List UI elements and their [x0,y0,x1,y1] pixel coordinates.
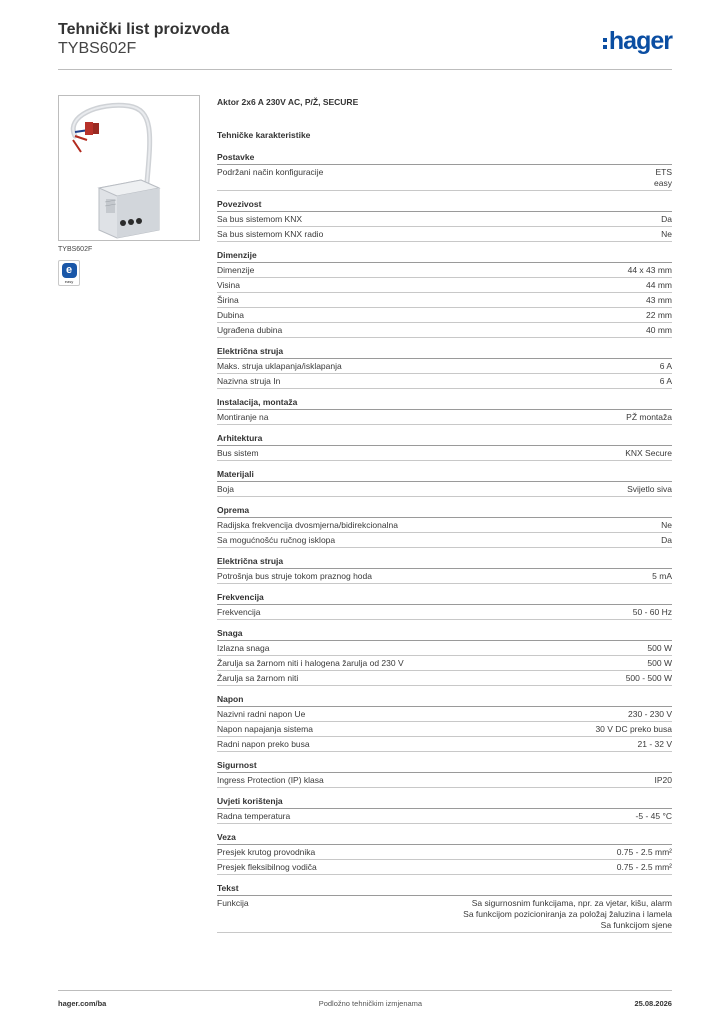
spec-label: Izlazna snaga [217,643,270,653]
spec-value: 30 V DC preko busa [595,724,672,734]
spec-row [217,656,672,671]
spec-value: 6 A [659,376,672,386]
spec-value: PŽ montaža [626,412,672,422]
spec-value: 500 W [647,643,672,653]
spec-row [217,212,672,227]
spec-label: Nazivni radni napon Ue [217,709,306,719]
spec-section [217,796,672,824]
spec-value: Sa sigurnosnim funkcijama, npr. za vjetar, kišu, alarm Sa funkcijom pozicioniranja za položaj žaluzina i lamela Sa funkcijom sjene [463,898,672,930]
spec-value: 50 - 60 Hz [632,607,672,617]
spec-row [217,227,672,242]
spec-section [217,883,672,933]
product-image [58,95,200,241]
spec-value: 43 mm [646,295,672,305]
spec-label: Potrošnja bus struje tokom praznog hoda [217,571,372,581]
spec-label: Podržani način konfiguracije [217,167,324,177]
spec-label: Radijska frekvencija dvosmjerna/bidirekcionalna [217,520,398,530]
spec-label: Radna temperatura [217,811,291,821]
spec-sections [217,152,672,933]
spec-label: Nazivna struja In [217,376,281,386]
section-title: Sigurnost [217,760,672,773]
section-title: Postavke [217,152,672,165]
spec-row [217,641,672,656]
spec-section [217,556,672,584]
spec-label: Radni napon preko busa [217,739,310,749]
spec-section [217,832,672,875]
easy-label: easy [64,279,74,284]
spec-label: Žarulja sa žarnom niti i halogena žarulja od 230 V [217,658,404,668]
section-title: Frekvencija [217,592,672,605]
spec-label: Širina [217,295,239,305]
footer-date: 25.08.2026 [634,999,672,1008]
spec-row [217,374,672,389]
spec-value: ETS easy [654,167,672,188]
spec-section [217,694,672,752]
footer-notice: Podložno tehničkim izmjenama [318,999,423,1008]
spec-row [217,446,672,461]
spec-row [217,569,672,584]
spec-row [217,263,672,278]
spec-label: Sa mogućnošću ručnog isklopa [217,535,336,545]
spec-row [217,165,672,191]
product-image-column [58,95,200,286]
section-title: Električna struja [217,346,672,359]
product-code: TYBS602F [58,40,137,57]
spec-row [217,533,672,548]
spec-label: Presjek krutog provodnika [217,847,316,857]
spec-value: 230 - 230 V [628,709,672,719]
spec-label: Dubina [217,310,244,320]
spec-label: Napon napajanja sistema [217,724,313,734]
spec-value: -5 - 45 °C [635,811,672,821]
spec-row [217,845,672,860]
spec-value: Ne [661,229,672,239]
spec-row [217,707,672,722]
spec-row [217,278,672,293]
spec-row [217,896,672,933]
spec-value: 40 mm [646,325,672,335]
spec-value: 500 W [647,658,672,668]
section-title: Električna struja [217,556,672,569]
spec-section [217,397,672,425]
section-title: Povezivost [217,199,672,212]
spec-value: 21 - 32 V [637,739,672,749]
spec-label: Žarulja sa žarnom niti [217,673,299,683]
spec-row [217,605,672,620]
spec-value: 0.75 - 2.5 mm² [616,862,672,872]
spec-value: 500 - 500 W [625,673,672,683]
spec-label: Sa bus sistemom KNX radio [217,229,324,239]
spec-heading: Tehničke karakteristike [217,130,311,140]
spec-section [217,346,672,389]
section-title: Tekst [217,883,672,896]
section-title: Oprema [217,505,672,518]
spec-section [217,760,672,788]
spec-row [217,410,672,425]
section-title: Instalacija, montaža [217,397,672,410]
spec-value: 6 A [659,361,672,371]
section-title: Veza [217,832,672,845]
spec-value: 44 x 43 mm [627,265,672,275]
spec-row [217,482,672,497]
spec-row [217,671,672,686]
spec-label: Visina [217,280,240,290]
image-caption: TYBS602F [58,246,93,253]
logo-text: hager [608,27,672,55]
page-header [58,20,672,70]
spec-label: Presjek fleksibilnog vodiča [217,862,317,872]
spec-value: Svijetlo siva [627,484,672,494]
spec-label: Montiranje na [217,412,269,422]
spec-row [217,518,672,533]
spec-label: Frekvencija [217,607,261,617]
section-title: Materijali [217,469,672,482]
spec-row [217,809,672,824]
spec-section [217,250,672,338]
section-title: Snaga [217,628,672,641]
section-title: Napon [217,694,672,707]
spec-label: Sa bus sistemom KNX [217,214,303,224]
spec-value: 22 mm [646,310,672,320]
spec-value: IP20 [654,775,672,785]
specs-column [217,96,672,933]
spec-row [217,293,672,308]
spec-value: 5 mA [652,571,672,581]
spec-value: KNX Secure [625,448,672,458]
spec-label: Ugrađena dubina [217,325,283,335]
spec-label: Boja [217,484,235,494]
spec-section [217,469,672,497]
spec-value: Da [661,214,672,224]
spec-label: Maks. struja uklapanja/isklapanja [217,361,342,371]
spec-section [217,433,672,461]
spec-row [217,323,672,338]
spec-section [217,628,672,686]
spec-value: 44 mm [646,280,672,290]
spec-row [217,359,672,374]
spec-row [217,308,672,323]
spec-row [217,737,672,752]
spec-row [217,722,672,737]
spec-row [217,773,672,788]
spec-label: Ingress Protection (IP) klasa [217,775,324,785]
spec-value: Da [661,535,672,545]
spec-value: 0.75 - 2.5 mm² [616,847,672,857]
spec-section [217,505,672,548]
easy-badge [58,260,80,286]
spec-label: Bus sistem [217,448,259,458]
spec-value: Ne [661,520,672,530]
spec-row [217,860,672,875]
spec-label: Funkcija [217,898,249,908]
logo-dots-icon [603,38,607,49]
section-title: Arhitektura [217,433,672,446]
spec-section [217,592,672,620]
footer-website: hager.com/ba [58,999,107,1008]
spec-label: Dimenzije [217,265,255,275]
product-name: Aktor 2x6 A 230V AC, P/Ž, SECURE [217,97,359,107]
spec-section [217,199,672,242]
spec-section [217,152,672,191]
easy-icon: e [62,263,77,278]
section-title: Uvjeti korištenja [217,796,672,809]
hager-logo [603,26,672,56]
document-title: Tehnički list proizvoda [58,21,230,38]
product-illustration-icon [59,96,199,240]
page-footer [58,990,672,1008]
section-title: Dimenzije [217,250,672,263]
